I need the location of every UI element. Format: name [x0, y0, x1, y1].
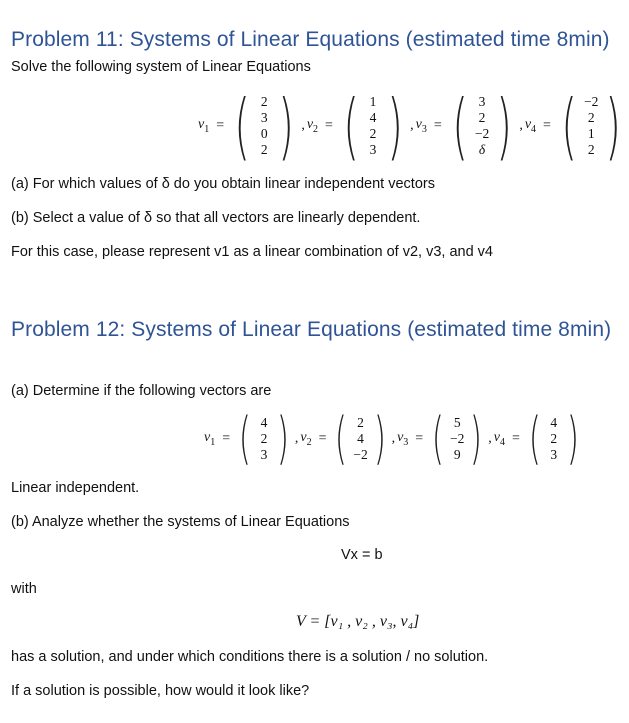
vector-column: −2 2 1 2 — [584, 94, 599, 157]
problem-11-intro: Solve the following system of Linear Equations — [11, 59, 311, 75]
problem-12-part-a: (a) Determine if the following vectors are — [11, 383, 272, 399]
vector-name: $v_2$ — [306, 117, 319, 135]
problem-12-solution-conditions: has a solution, and under which conditions there is a solution / no solution. — [11, 649, 489, 665]
vector-name: $v_2$ — [300, 430, 312, 448]
vector-name: $v_3$ — [397, 430, 409, 448]
vector-column: 1 4 2 3 — [369, 94, 377, 157]
vector-name: $v_4$ — [493, 430, 505, 448]
problem-11-part-b: (b) Select a value of δ so that all vectors are linearly dependent. — [11, 210, 421, 226]
vector-column: 4 2 3 — [550, 415, 558, 462]
problem-11-vectors: $v_1$ = ( 2 3 0 2 ) , $v_2$ = ( 1 4 2 3 ) , $v_3$ = ( 3 2 −2 δ ) , $v_4$ = ( −2 2 1 2 ) — [198, 84, 622, 168]
problem-12-vectors: $v_1$ = ( 4 2 3 ) , $v_2$ = ( 2 4 −2 ) , $v_3$ = ( 5 −2 9 ) , $v_4$ = ( 4 2 3 ) — [204, 406, 579, 471]
problem-12-title: Problem 12: Systems of Linear Equations (estimated time 8min) — [11, 318, 612, 341]
vector-column: 2 4 −2 — [353, 415, 368, 462]
vector-column: 4 2 3 — [260, 415, 268, 462]
problem-12-solution-form: If a solution is possible, how would it look like? — [11, 683, 310, 699]
problem-11-title: Problem 11: Systems of Linear Equations (estimated time 8min) — [11, 28, 610, 51]
vector-column: 3 2 −2 δ — [474, 94, 490, 157]
vector-name: $v_1$ — [198, 117, 210, 135]
problem-12-linear-independent: Linear independent. — [11, 480, 140, 496]
problem-12-matrix-definition: V = [v₁ , v₂ , v₃, v₄] — [296, 613, 420, 630]
vector-name: $v_3$ — [415, 117, 427, 135]
vector-column: 2 3 0 2 — [260, 94, 268, 157]
problem-12-equation: Vx = b — [341, 547, 383, 563]
problem-12-with: with — [11, 581, 37, 597]
vector-name: $v_1$ — [204, 430, 216, 448]
vector-column: 5 −2 9 — [450, 415, 465, 462]
problem-12-part-b: (b) Analyze whether the systems of Linear Equations — [11, 514, 350, 530]
vector-name: $v_4$ — [524, 117, 537, 135]
problem-11-part-a: (a) For which values of δ do you obtain linear independent vectors — [11, 176, 435, 192]
problem-11-part-b-linear-combination: For this case, please represent v1 as a linear combination of v2, v3, and v4 — [11, 244, 493, 260]
